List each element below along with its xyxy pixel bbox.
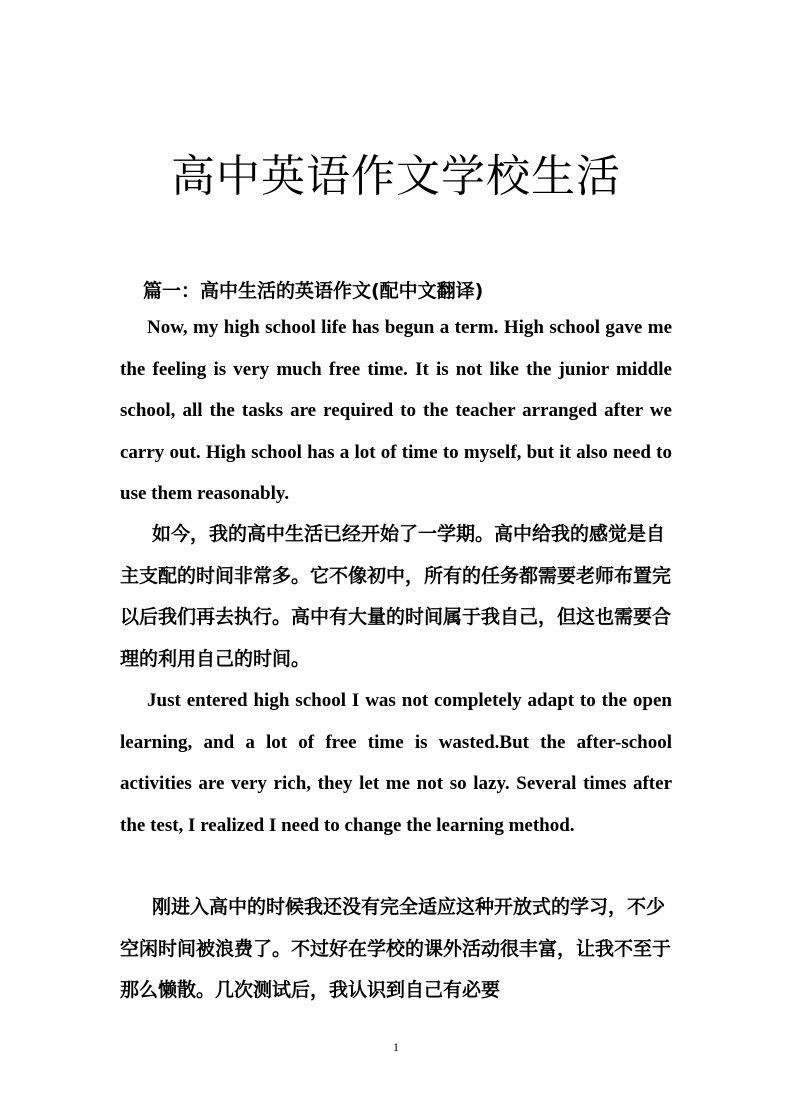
paragraph-english-1: Now, my high school life has begun a term. High school gave me the feeling is very much free time. It is not like the junior middle school, all the tasks are required to the teacher arranged after we carry out. High school has a lot of time to myself, but it also need to use them reasonably. (120, 317, 672, 504)
paragraph-english-2: Just entered high school I was not completely adapt to the open learning, and a lot of free time is wasted.But the after-school activities are very rich, they let me not so lazy. Several times after the test, I realized I need to change the learning method. (120, 690, 672, 836)
paragraph-chinese-2: 刚进入高中的时候我还没有完全适应这种开放式的学习，不少空闲时间被浪费了。不过好在学校的课外活动很丰富，让我不至于那么懒散。几次测试后，我认识到自己有必要 (120, 896, 672, 1001)
section-heading: 篇一：高中生活的英语作文(配中文翻译) (143, 280, 484, 302)
paragraph-chinese-1: 如今，我的高中生活已经开始了一学期。高中给我的感觉是自主支配的时间非常多。它不像初中，所有的任务都需要老师布置完以后我们再去执行。高中有大量的时间属于我自己，但这也需要合理的利用自己的时间。 (120, 523, 672, 670)
page-number: 1 (393, 1040, 399, 1054)
document-title: 高中英语作文学校生活 (171, 151, 621, 202)
